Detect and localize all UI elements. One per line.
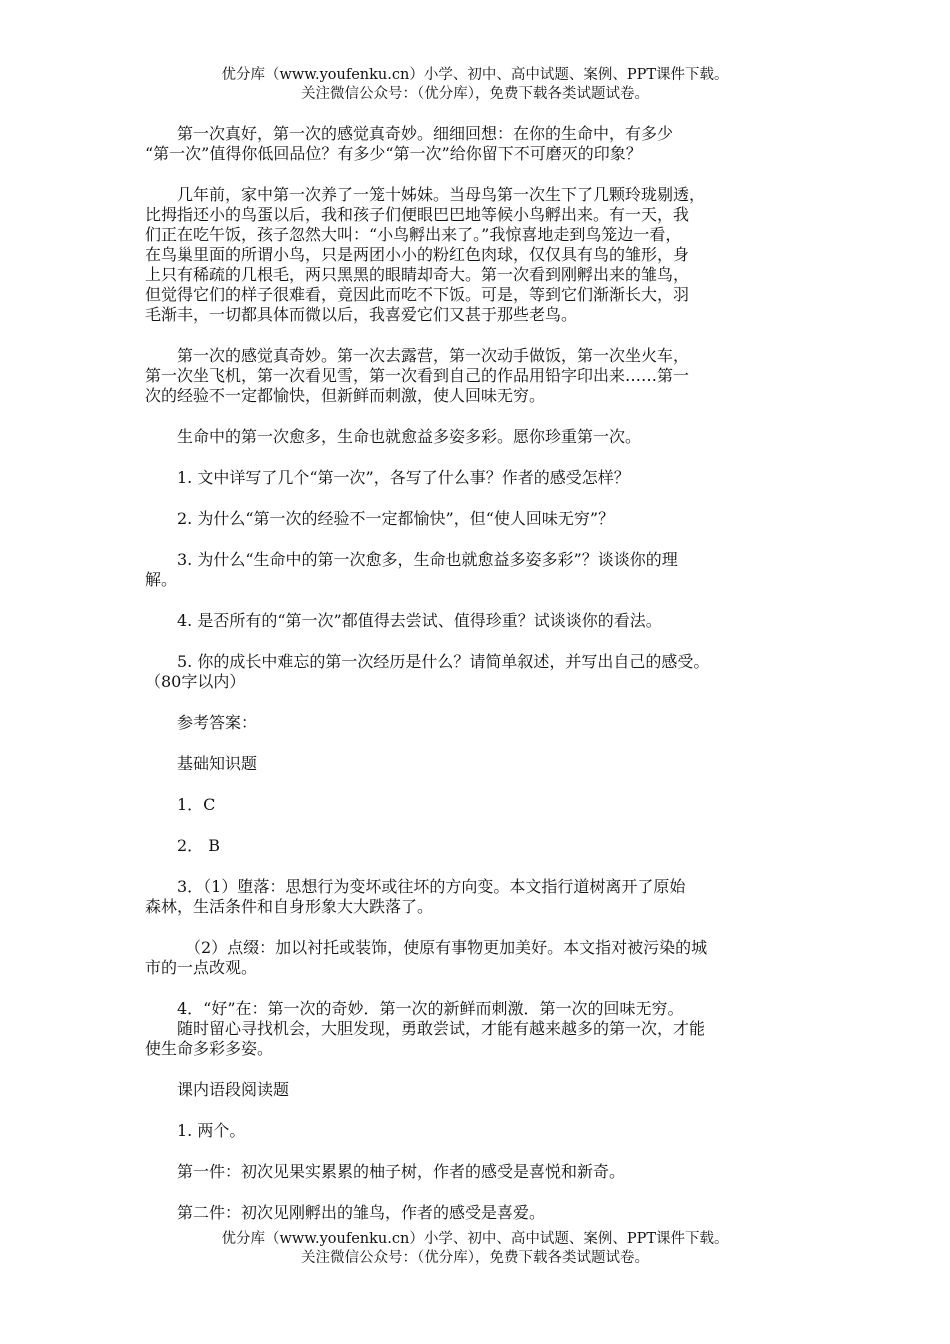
answer-b1-second: [145, 1203, 805, 1223]
section-reading: [145, 1080, 805, 1100]
answer-3-part-2: [145, 938, 805, 978]
text-line: 上只有稀疏的几根毛，两只黑黑的眼睛却奇大。第一次看到刚孵出来的雏鸟，: [145, 265, 690, 284]
text-line: 2． B: [145, 836, 221, 855]
header-line-1: 优分库（www.youfenku.cn）小学、初中、高中试题、案例、PPT课件下载。: [221, 67, 729, 83]
text-line: 4. 是否所有的“第一次”都值得去尝试、值得珍重？试谈谈你的看法。: [145, 611, 662, 630]
text-line: 生命中的第一次愈多，生命也就愈益多姿多彩。愿你珍重第一次。: [145, 427, 642, 446]
text-line: 第一次真好，第一次的感觉真奇妙。细细回想：在你的生命中，有多少: [145, 124, 674, 143]
text-line: 参考答案：: [145, 713, 258, 732]
question-2: [145, 509, 805, 529]
text-line: 市的一点改观。: [145, 958, 258, 977]
question-1: [145, 468, 805, 488]
text-line: 5. 你的成长中难忘的第一次经历是什么？请简单叙述，并写出自己的感受。: [145, 652, 710, 671]
text-line: 几年前，家中第一次养了一笼十姊妹。当母鸟第一次生下了几颗玲珑剔透，: [145, 185, 706, 204]
footer-line-1: 优分库（www.youfenku.cn）小学、初中、高中试题、案例、PPT课件下载。: [221, 1231, 729, 1247]
text-line: 第一次的感觉真奇妙。第一次去露营，第一次动手做饭，第一次坐火车，: [145, 346, 690, 365]
text-line: “第一次”值得你低回品位？有多少“第一次”给你留下不可磨灭的印象？: [145, 144, 642, 163]
document-body: [145, 124, 805, 1244]
page-header: [0, 66, 950, 104]
footer-line-2: 关注微信公众号：（优分库），免费下载各类试题试卷。: [301, 1250, 649, 1266]
text-line: 1．C: [145, 795, 216, 814]
text-line: 比拇指还小的鸟蛋以后，我和孩子们便眼巴巴地等候小鸟孵出来。有一天，我: [145, 205, 690, 224]
answer-b1: [145, 1121, 805, 1141]
text-line: 1. 两个。: [145, 1121, 246, 1140]
paragraph-first-time-good: [145, 124, 805, 164]
page-footer: [0, 1230, 950, 1268]
text-line: 课内语段阅读题: [145, 1080, 290, 1099]
paragraph-birds: [145, 185, 805, 325]
text-line: 3．（1）堕落：思想行为变坏或往坏的方向变。本文指行道树离开了原始: [145, 877, 686, 896]
text-line: 森林，生活条件和自身形象大大跌落了。: [145, 897, 434, 916]
question-5: [145, 652, 805, 692]
answer-3-part-1: [145, 877, 805, 917]
answer-b1-first: [145, 1162, 805, 1182]
text-line: 3. 为什么“生命中的第一次愈多，生命也就愈益多姿多彩”？谈谈你的理: [145, 550, 678, 569]
question-4: [145, 611, 805, 631]
text-line: 使生命多彩多姿。: [145, 1039, 274, 1058]
text-line: （80字以内）: [145, 672, 246, 691]
paragraph-cherish: [145, 427, 805, 447]
header-line-2: 关注微信公众号：（优分库），免费下载各类试题试卷。: [301, 86, 649, 102]
answer-1: [145, 795, 805, 815]
text-line: 次的经验不一定都愉快，但新鲜而刺激，使人回味无穷。: [145, 386, 546, 405]
text-line: 解。: [145, 570, 178, 589]
text-line: 第二件：初次见刚孵出的雏鸟，作者的感受是喜爱。: [145, 1203, 546, 1222]
answer-2: [145, 836, 805, 856]
text-line: 4．“好”在：第一次的奇妙．第一次的新鲜而刺激．第一次的回味无穷。: [145, 999, 684, 1018]
text-line: 但觉得它们的样子很难看，竟因此而吃不下饭。可是，等到它们渐渐长大，羽: [145, 285, 690, 304]
text-line: 第一次坐飞机，第一次看见雪，第一次看到自己的作品用铅字印出来……第一: [145, 366, 690, 385]
question-3: [145, 550, 805, 590]
text-line: 第一件：初次见果实累累的柚子树，作者的感受是喜悦和新奇。: [145, 1162, 626, 1181]
text-line: 2. 为什么“第一次的经验不一定都愉快”，但“使人回味无穷”？: [145, 509, 615, 528]
text-line: 们正在吃午饭，孩子忽然大叫：“小鸟孵出来了。”我惊喜地走到鸟笼边一看，: [145, 225, 682, 244]
text-line: 随时留心寻找机会，大胆发现，勇敢尝试，才能有越来越多的第一次，才能: [145, 1019, 706, 1038]
answer-4: [145, 999, 805, 1059]
text-line: 基础知识题: [145, 754, 258, 773]
answers-heading: [145, 713, 805, 733]
paragraph-feelings: [145, 346, 805, 406]
text-line: （2）点缀：加以衬托或装饰，使原有事物更加美好。本文指对被污染的城: [145, 938, 708, 957]
section-basic-knowledge: [145, 754, 805, 774]
text-line: 在鸟巢里面的所谓小鸟，只是两团小小的粉红色肉球，仅仅具有鸟的雏形，身: [145, 245, 690, 264]
text-line: 1. 文中详写了几个“第一次”，各写了什么事？作者的感受怎样？: [145, 468, 630, 487]
text-line: 毛渐丰，一切都具体而微以后，我喜爱它们又甚于那些老鸟。: [145, 305, 578, 324]
